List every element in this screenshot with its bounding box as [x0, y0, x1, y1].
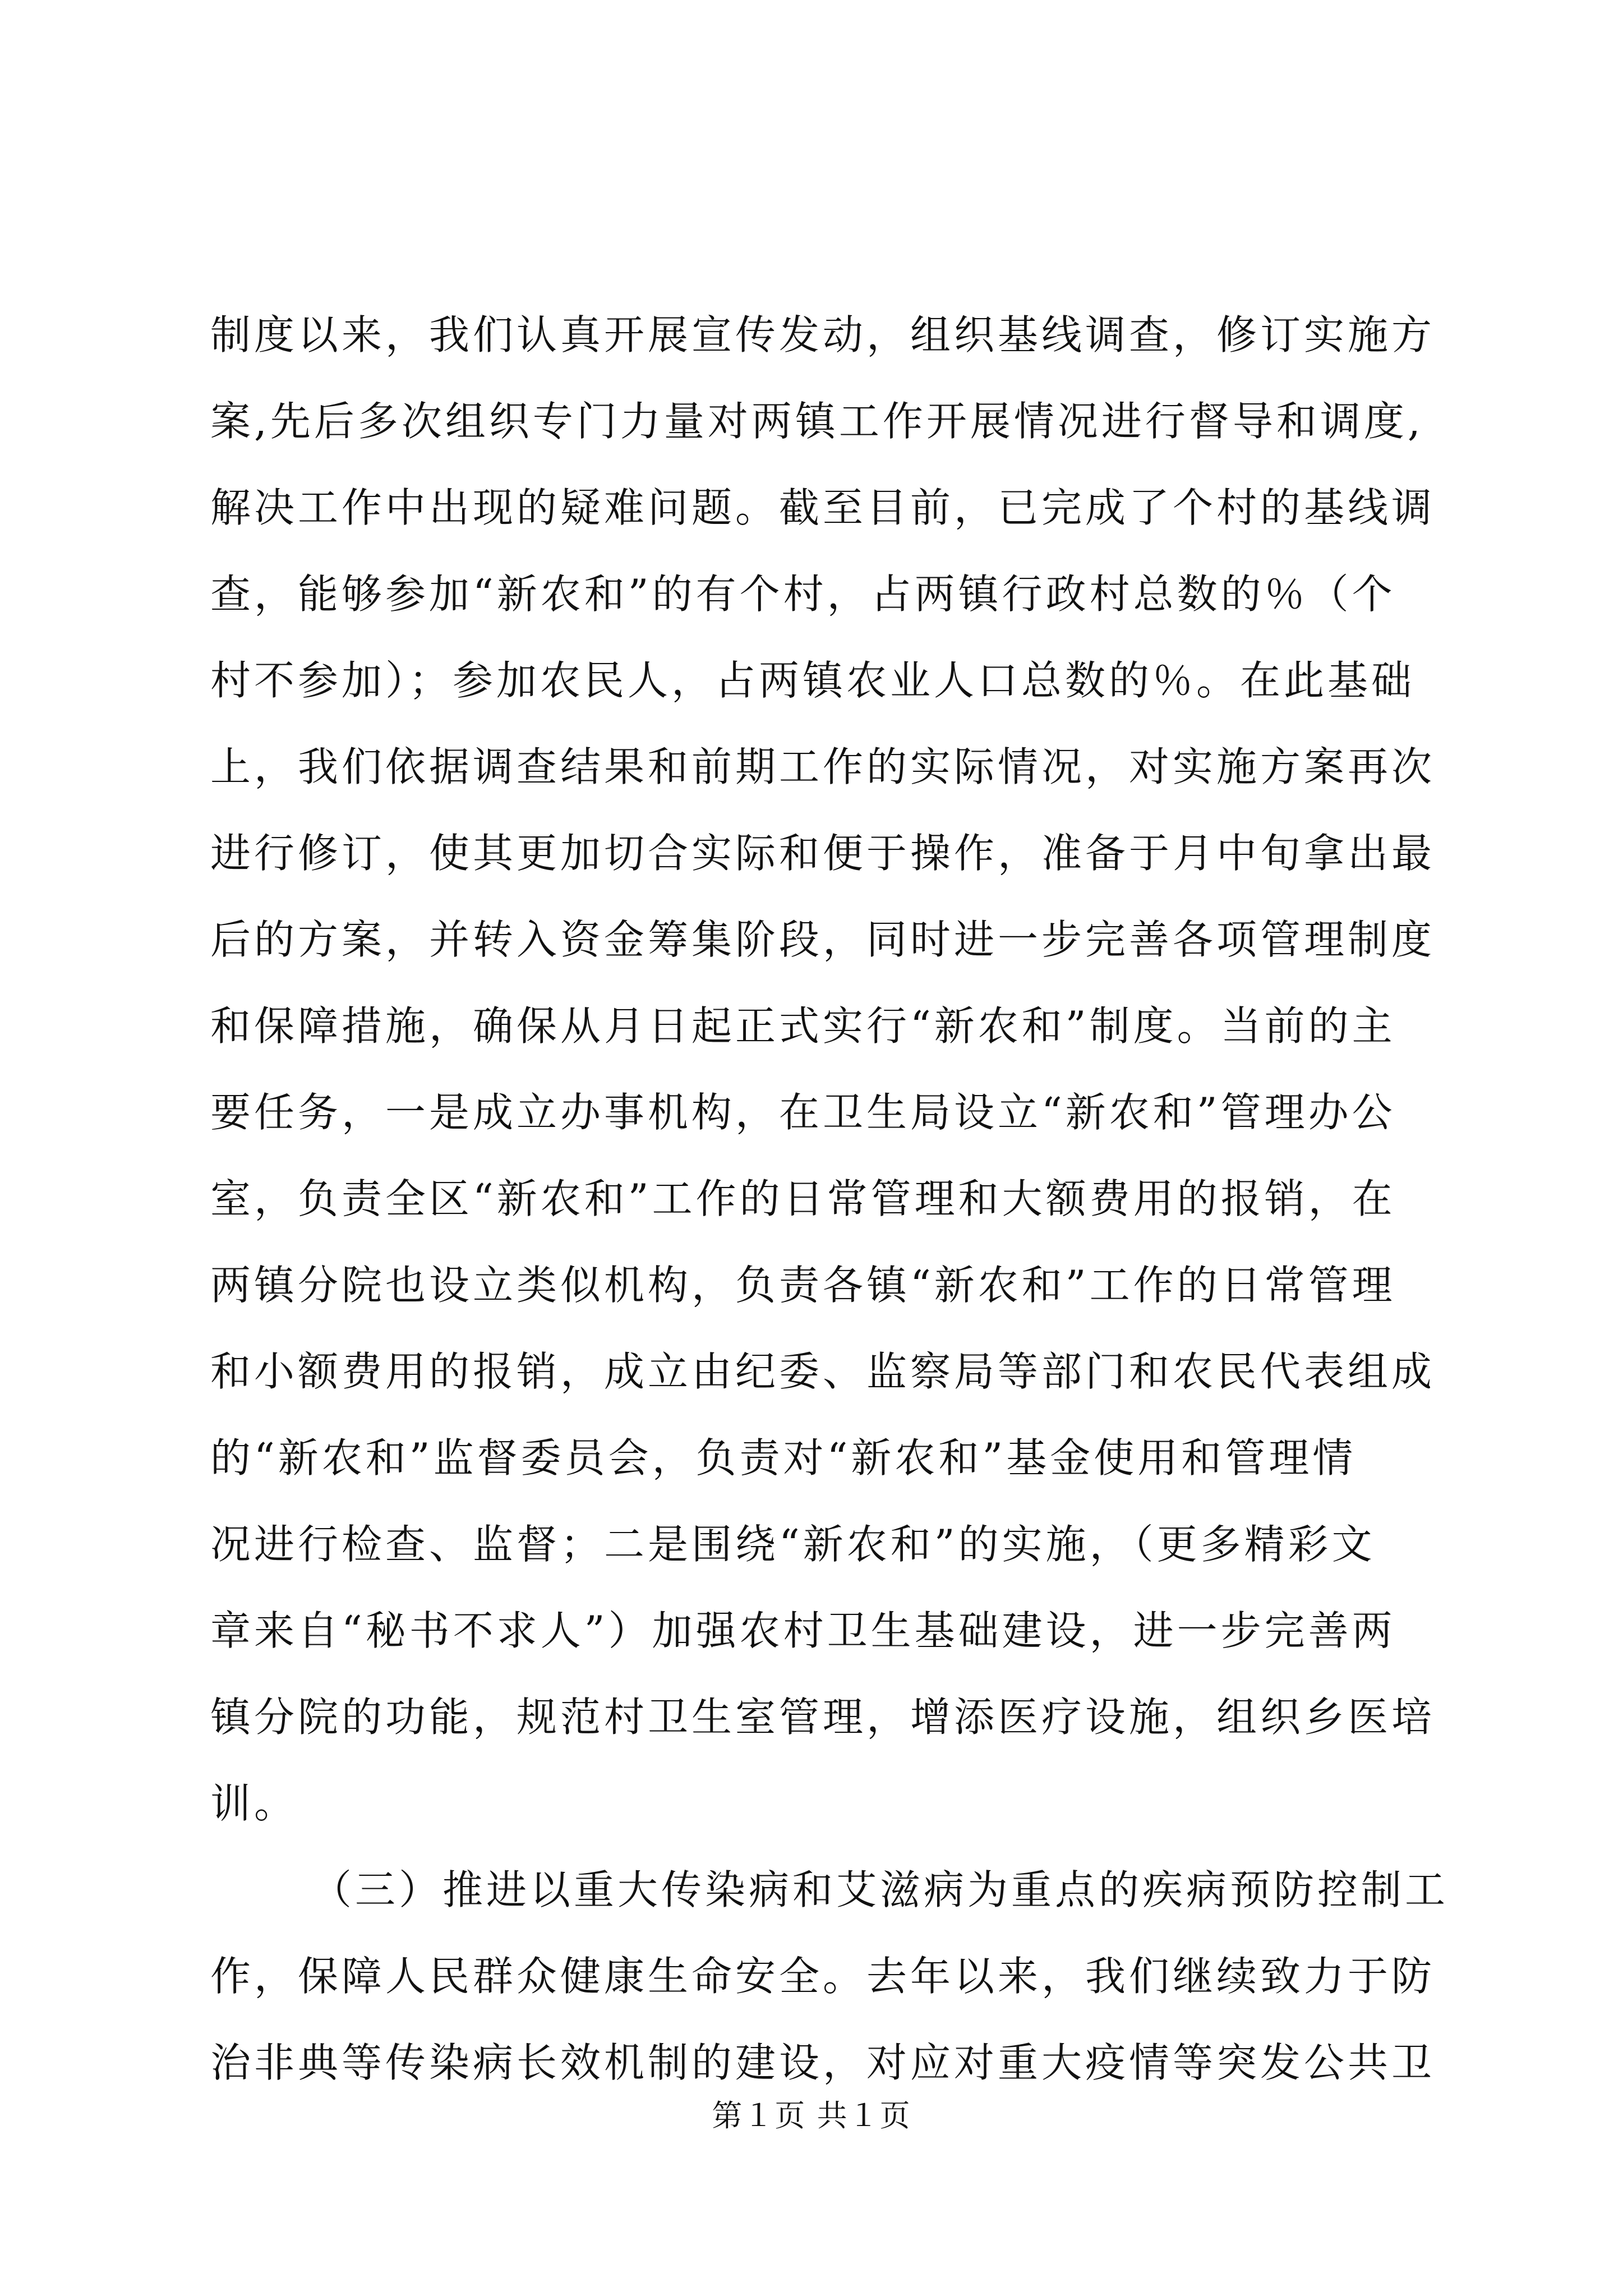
text-line: 和保障措施，确保从月日起正式实行“新农和”制度。当前的主 — [210, 1002, 1396, 1050]
text-line: 作，保障人民群众健康生命安全。去年以来，我们继续致力于防 — [210, 1953, 1436, 2000]
text-line: 上，我们依据调查结果和前期工作的实际情况，对实施方案再次 — [210, 743, 1436, 790]
text-line: 制度以来，我们认真开展宣传发动，组织基线调查，修订实施方 — [210, 311, 1436, 358]
text-line: 解决工作中出现的疑难问题。截至目前，已完成了个村的基线调 — [210, 484, 1436, 531]
text-line: 要任务，一是成立办事机构，在卫生局设立“新农和”管理办公 — [210, 1089, 1396, 1136]
text-line: 的“新农和”监督委员会，负责对“新农和”基金使用和管理情 — [210, 1434, 1357, 1481]
text-line: 治非典等传染病长效机制的建设，对应对重大疫情等突发公共卫 — [210, 2039, 1436, 2086]
text-line: 和小额费用的报销，成立由纪委、监察局等部门和农民代表组成 — [210, 1348, 1436, 1395]
text-line: 训。 — [210, 1780, 298, 1827]
text-line: 查，能够参加“新农和”的有个村，占两镇行政村总数的％（个 — [210, 570, 1396, 618]
text-line: 镇分院的功能，规范村卫生室管理，增添医疗设施，组织乡医培 — [210, 1694, 1436, 1741]
body-text — [210, 292, 1469, 2106]
text-line: 章来自“秘书不求人”）加强农村卫生基础建设，进一步完善两 — [210, 1607, 1396, 1654]
text-line: 况进行检查、监督；二是围绕“新农和”的实施，（更多精彩文 — [210, 1521, 1376, 1568]
text-line: 案,先后多次组织专门力量对两镇工作开展情况进行督导和调度, — [210, 398, 1424, 445]
text-line: 村不参加）；参加农民人，占两镇农业人口总数的％。在此基础 — [210, 657, 1415, 704]
section-heading-line: （三）推进以重大传染病和艾滋病为重点的疾病预防控制工 — [311, 1866, 1449, 1913]
text-line: 后的方案，并转入资金筹集阶段，同时进一步完善各项管理制度 — [210, 916, 1436, 963]
text-line: 室，负责全区“新农和”工作的日常管理和大额费用的报销，在 — [210, 1175, 1396, 1222]
text-line: 进行修订，使其更加切合实际和便于操作，准备于月中旬拿出最 — [210, 830, 1436, 877]
page-footer: 第１页 共１页 — [712, 2098, 911, 2133]
text-line: 两镇分院也设立类似机构，负责各镇“新农和”工作的日常管理 — [210, 1262, 1396, 1309]
